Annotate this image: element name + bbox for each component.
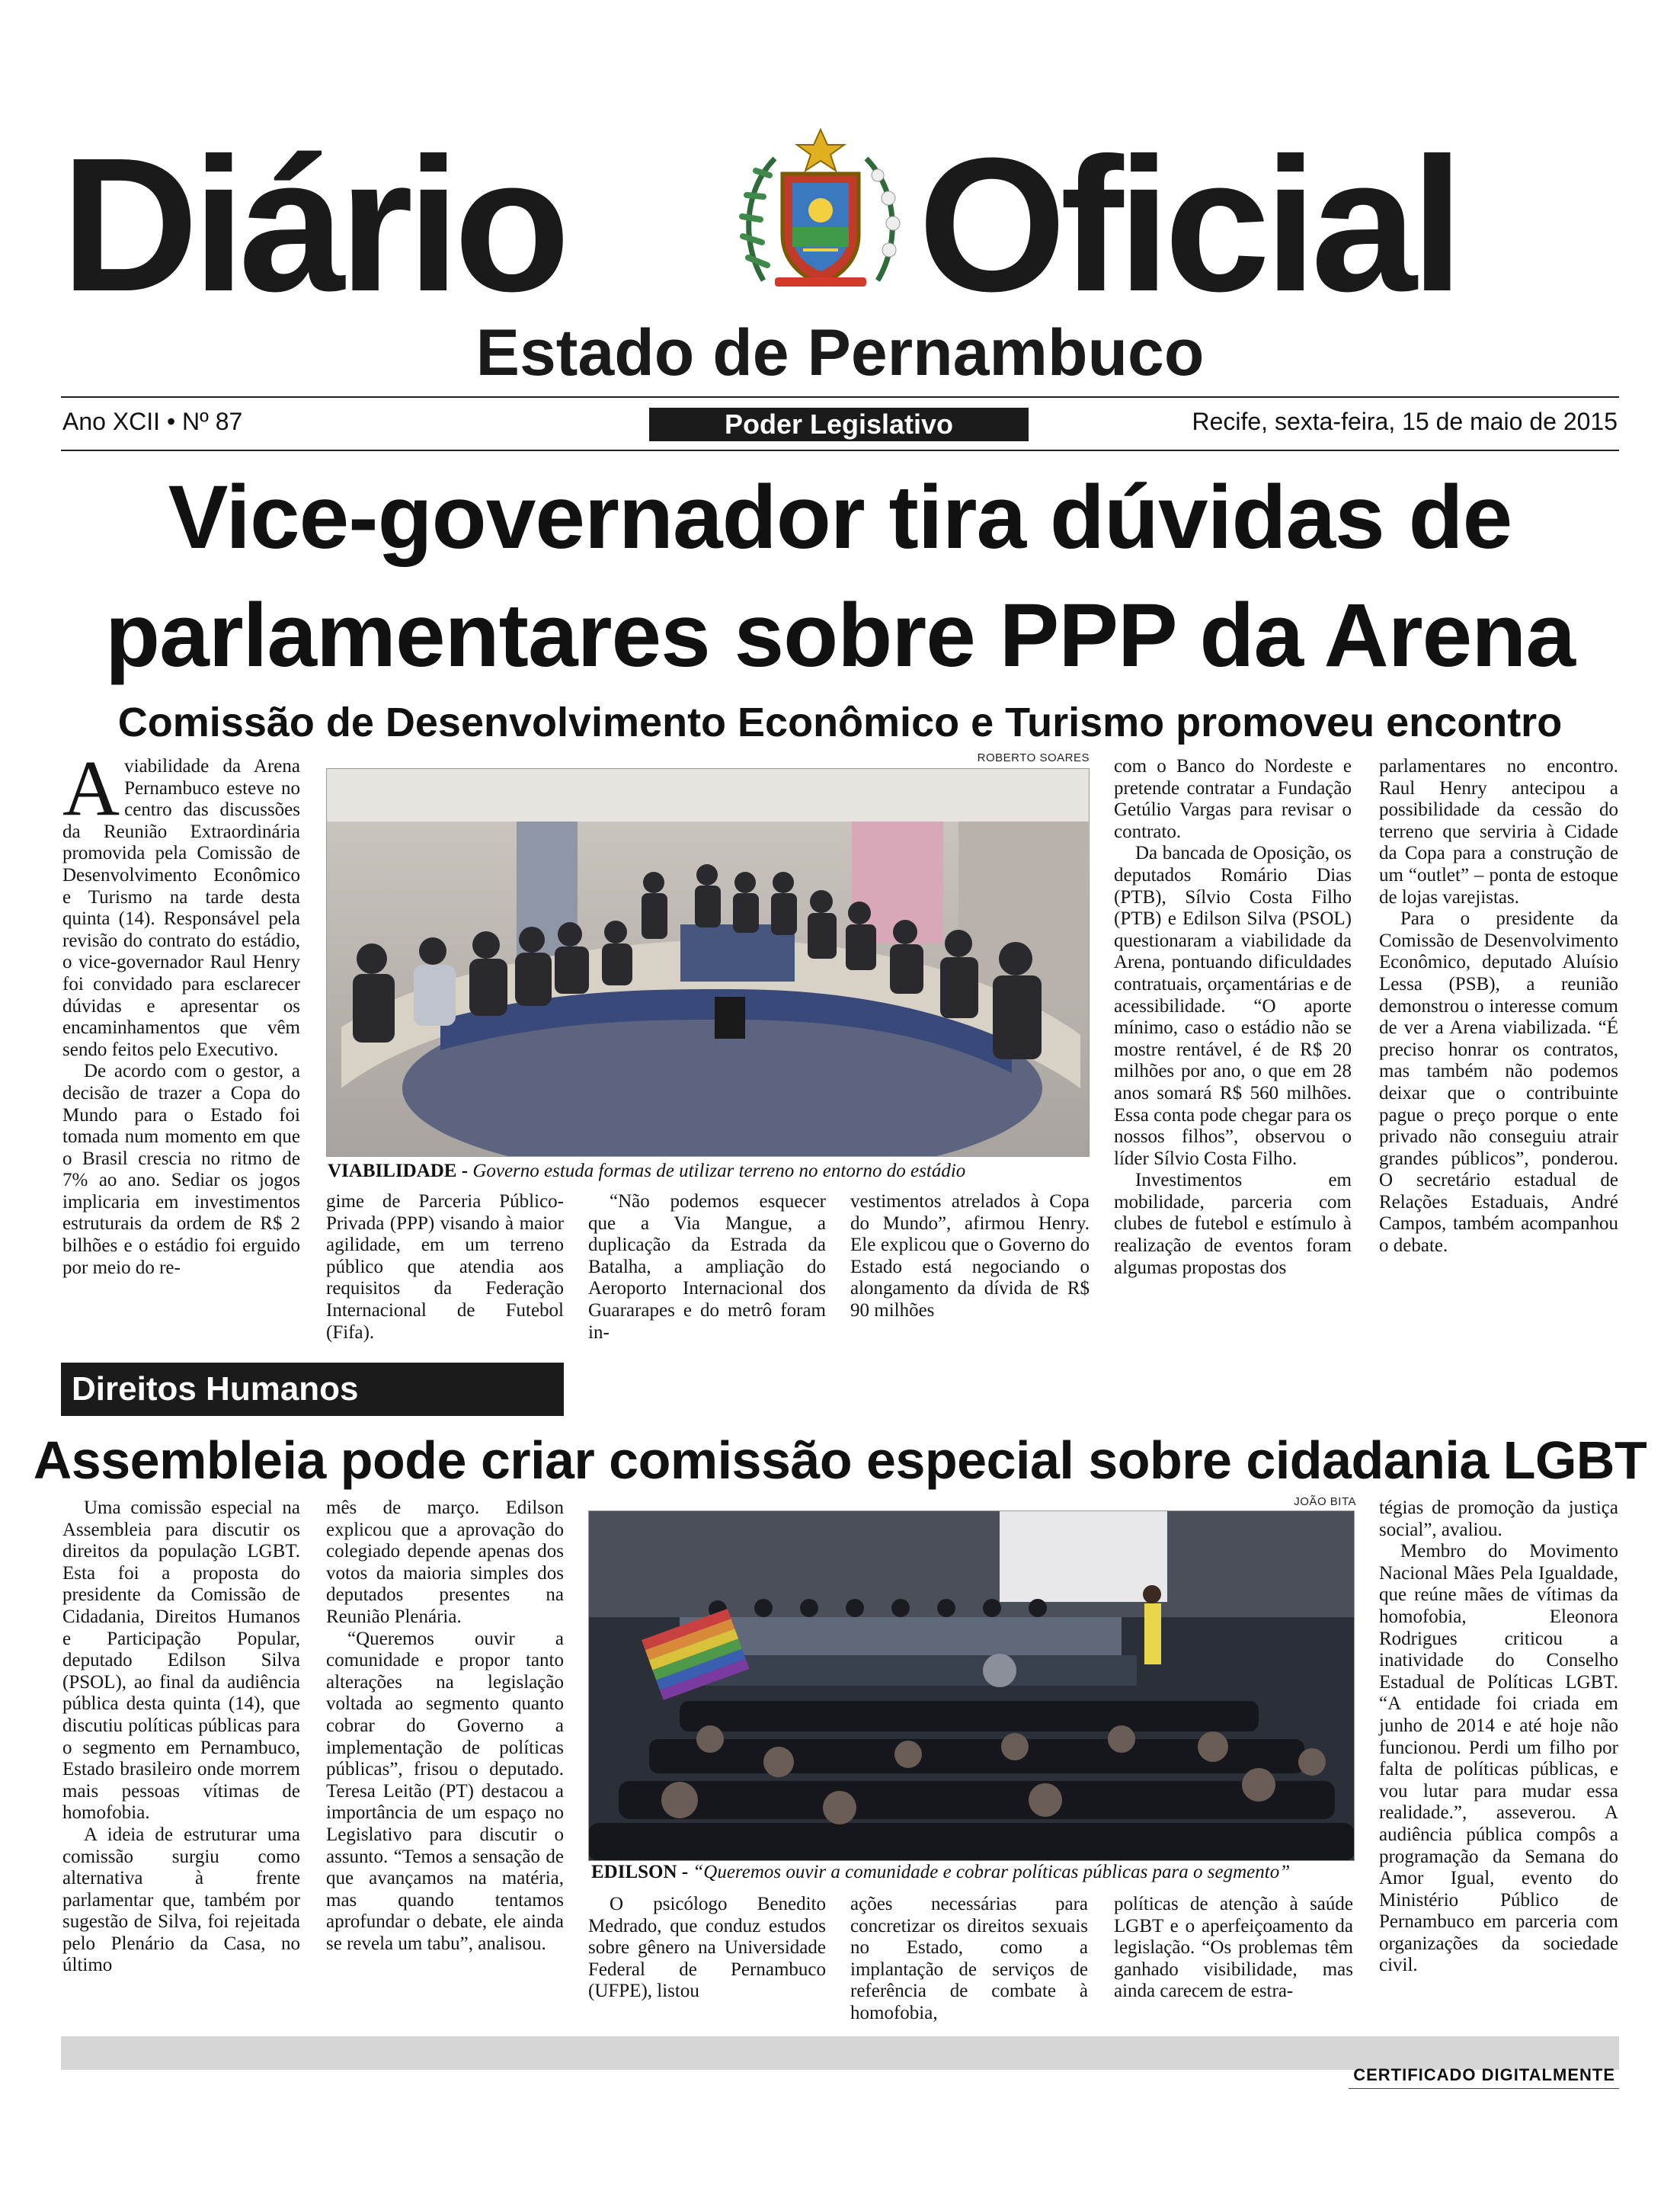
article2-column-3 [588, 1894, 826, 2003]
caption-label-2: EDILSON - [591, 1862, 689, 1882]
footer-rule [1349, 2088, 1619, 2089]
section-banner: Poder Legislativo [649, 408, 1029, 441]
caption-label: VIABILIDADE - [328, 1161, 469, 1181]
article1-col5-p3: Investimentos em mobilidade, parceria com clubes de futebol e estímulo à realização de eventos foram algumas propostas dos [1114, 1170, 1352, 1278]
article1-col4: vestimentos atrelados à Copa do Mundo”, afirmou Henry. Ele explicou que o Governo do Estado está negociando o alongamento da dívida de R$ 90 milhões [850, 1191, 1090, 1321]
article2-column-2 [326, 1498, 564, 1955]
dateline: Recife, sexta-feira, 15 de maio de 2015 [1192, 408, 1618, 435]
article1-column-6 [1379, 756, 1618, 1257]
article1-col3: “Não podemos esquecer que a Via Mangue, a duplicação da Estrada da Batalha, a ampliação do Aeroporto Internacional dos Guararapes e do metrô foram in- [588, 1191, 826, 1343]
article2-col5: políticas de atenção à saúde LGBT e o aperfeiçoamento da legislação. “Os problemas têm ganhado visibilidade, mas ainda carecem de estra- [1114, 1894, 1353, 2002]
article1-column-5 [1114, 756, 1352, 1279]
article2-col2-p1: mês de março. Edilson explicou que a aprovação do colegiado depende apenas dos votos da maioria simples dos deputados presentes na Reunião Plenária. [326, 1498, 564, 1627]
article1-column-4 [850, 1191, 1090, 1322]
article2-caption [591, 1861, 1356, 1884]
article1-headline-line2: parlamentares sobre PPP da Arena [104, 585, 1575, 686]
article2-col1-p2: A ideia de estruturar uma comissão surgiu como alternativa à frente parlamentar que, também por sugestão de Silva, foi rejeitada pelo Plenário da Casa, no último [62, 1824, 300, 1976]
photo-credit-2: JOÃO BITA [1294, 1495, 1356, 1508]
masthead-top-rule [61, 396, 1619, 398]
masthead-bottom-rule [61, 450, 1619, 451]
article1-headline-line1: Vice-governador tira dúvidas de [168, 467, 1512, 568]
article1-col5-p2: Da bancada de Oposição, os deputados Romário Dias (PTB), Sílvio Costa Filho (PTB) e Edilson Silva (PSOL) questionaram a viabilidade da Arena, pontuando dificuldades contratuais, orçamentárias e de acessibilidade. “O aporte mínimo, caso o estádio não se mostre rentável, é de R$ 20 milhões por ano, o que em 28 anos somará R$ 560 milhões. Essa conta pode chegar para os nossos filhos”, observou o líder Sílvio Costa Filho. [1114, 843, 1352, 1169]
section-tag-direitos-humanos: Direitos Humanos [61, 1363, 564, 1416]
article2-headline: Assembleia pode criar comissão especial sobre cidadania LGBT [33, 1430, 1647, 1490]
photo-credit: ROBERTO SOARES [977, 751, 1090, 764]
article1-column-2 [326, 1191, 564, 1344]
article1-col6-p1: parlamentares no encontro. Raul Henry antecipou a possibilidade da cessão do terreno que serviria à Cidade da Copa para a construção de um “outlet” – ponta de estoque de lojas varejistas. [1379, 756, 1618, 908]
masthead-title-right: Oficial [918, 118, 1458, 331]
dropcap: A [62, 745, 120, 832]
article1-col6-p2: Para o presidente da Comissão de Desenvolvimento Econômico, deputado Aluísio Lessa (PSB), a reunião demonstrou o interesse comum de ver a Arena viabilizada. “É preciso honrar os contratos, mas também não podemos deixar que o contribuinte pague o preço porque o ente privado não conseguiu atrair grandes públicos”, ponderou. O secretário estadual de Relações Estaduais, André Campos, também acompanhou o debate. [1379, 908, 1618, 1257]
article1-column-1 [62, 745, 300, 1279]
article1-col1-p1: viabilidade da Arena Pernambuco esteve no centro das discussões da Reunião Extraordinária promovida pela Comissão de Desenvolvimento Econômico e Turismo na tarde desta quinta (14). Responsável pela revisão do contrato do estádio, o vice-governador Raul Henry foi convidado para esclarecer dúvidas e apresentar os encaminhamentos que vêm sendo feitos pelo Executivo. [62, 756, 300, 1060]
article2-col2-p2: “Queremos ouvir a comunidade e propor tanto alterações na legislação voltada ao segmento quanto cobrar do Governo a implementação de políticas públicas”, frisou o deputado. Teresa Leitão (PT) destacou a importância de um espaço no Legislativo para discutir o assunto. “Temos a sensação de que avançamos na matéria, mas quando tentamos aprofundar o debate, ele ainda se revela um tabu”, analisou. [326, 1628, 564, 1954]
article2-column-4 [850, 1894, 1088, 2025]
coat-of-arms-icon [733, 128, 908, 288]
masthead-subtitle: Estado de Pernambuco [475, 316, 1205, 389]
caption-text-2: “Queremos ouvir a comunidade e cobrar políticas públicas para o segmento” [693, 1862, 1291, 1882]
certificate-label: CERTIFICADO DIGITALMENTE [1353, 2065, 1615, 2084]
article2-col6-p1: tégias de promoção da justiça social”, avaliou. [1379, 1498, 1618, 1540]
caption-text: Governo estuda formas de utilizar terreno no entorno do estádio [472, 1161, 966, 1181]
article1-col2: gime de Parceria Público-Privada (PPP) visando à maior agilidade, em um terreno público que atendia aos requisitos da Federação Internacional de Futebol (Fifa). [326, 1191, 564, 1343]
article2-col1-p1: Uma comissão especial na Assembleia para discutir os direitos da população LGBT. Esta foi a proposta do presidente da Comissão de Cidadania, Direitos Humanos e Participação Popular, deputado Edilson Silva (PSOL), ao final da audiência pública desta quinta (14), que discutiu políticas públicas para o segmento em Pernambuco, Estado brasileiro onde morrem mais pessoas vítimas de homofobia. [62, 1498, 300, 1824]
photo-lgbt-hearing [588, 1510, 1355, 1861]
article1-col1-p2: De acordo com o gestor, a decisão de trazer a Copa do Mundo para o Estado foi tomada num momento em que o Brasil crescia no ritmo de 7% ao ano. Sediar os jogos implicaria em investimentos estruturais da ordem de R$ 2 bilhões e o estádio foi erguido por meio do re- [62, 1061, 300, 1278]
article1-column-3 [588, 1191, 826, 1344]
article1-caption [328, 1160, 1090, 1183]
article2-column-5 [1114, 1894, 1353, 2003]
article2-col6-p2: Membro do Movimento Nacional Mães Pela Igualdade, que reúne mães de vítimas da homofobia, Eleonora Rodrigues criticou a inatividade do Conselho Estadual de Políticas LGBT. “A entidade foi criada em junho de 2014 e até hoje não funcionou. Perdi um filho por falta de políticas públicas, e vou lutar para mudar essa realidade.”, asseverou. A audiência pública compôs a programação da Semana do Amor Igual, evento do Ministério Público de Pernambuco em parceria com organizações da sociedade civil. [1379, 1541, 1618, 1976]
edition-number: Ano XCII • Nº 87 [62, 408, 243, 435]
masthead-title-left: Diário [61, 118, 565, 331]
article1-col5-p1: com o Banco do Nordeste e pretende contratar a Fundação Getúlio Vargas para revisar o contrato. [1114, 756, 1352, 842]
article2-col3: O psicólogo Benedito Medrado, que conduz estudos sobre gênero na Universidade Federal de Pernambuco (UFPE), listou [588, 1894, 826, 2002]
article1-subheadline: Comissão de Desenvolvimento Econômico e Turismo promoveu encontro [117, 700, 1563, 745]
article2-column-1 [62, 1498, 300, 1977]
article2-col4: ações necessárias para concretizar os direitos sexuais no Estado, como a implantação de serviços de referência de combate à homofobia, [850, 1894, 1088, 2023]
photo-arena-meeting [326, 768, 1090, 1157]
article2-column-6 [1379, 1498, 1618, 1977]
